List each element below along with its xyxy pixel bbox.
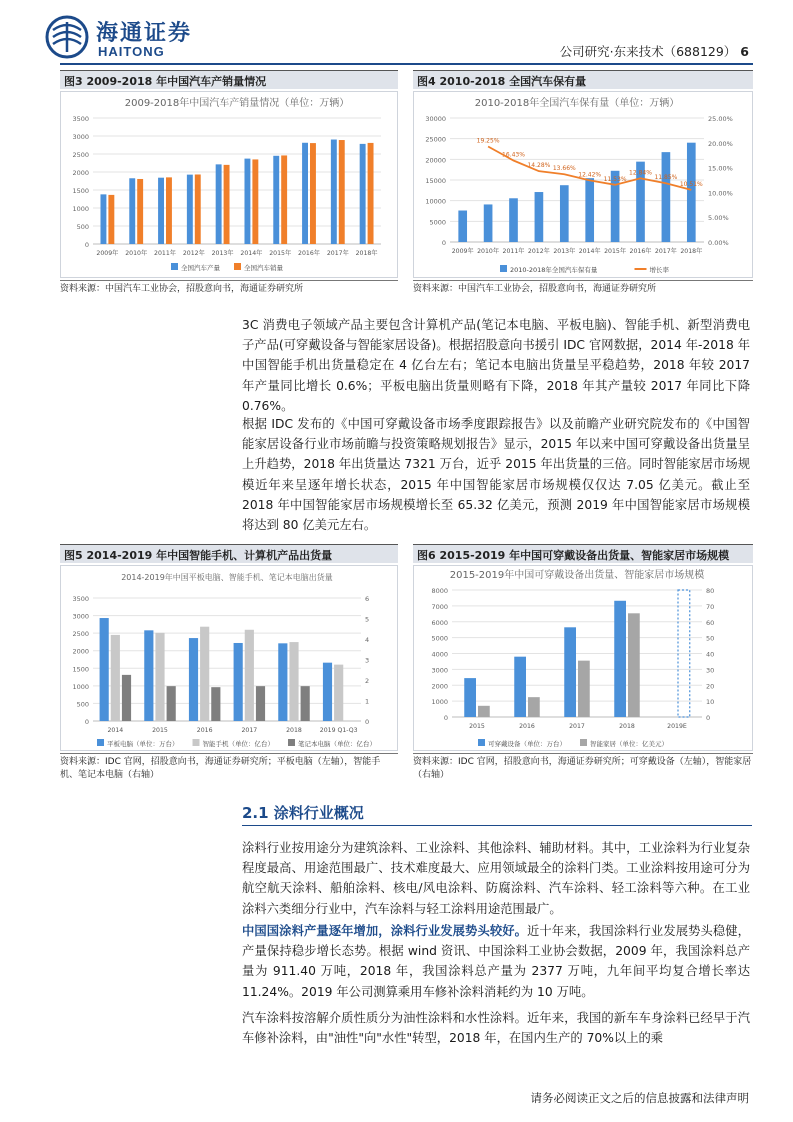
fig5-y2tick: 0 [365, 718, 370, 726]
fig4-line-label: 16.43% [502, 151, 525, 159]
fig6-svg [414, 566, 753, 751]
paragraph-wearable-smarthome: 根据 IDC 发布的《中国可穿戴设备市场季度跟踪报告》以及前瞻产业研究院发布的《中国智能家居设备行业市场前瞻与投资策略规划报告》显示，2015 年以来中国可穿戴设备出货量呈上升趋势，2018 年出货量达 7321 万台，近乎 2015 年出货量的三倍。同时智能家居市场规模近年来呈逐年增长状态，2015 年中国智能家居市场规模仅仅达 7.05 亿美元。截止至 2018 年中国智能家居市场规模增长至 65.32 亿美元，预测 2019 年中国智能家居市场规模将达到 80 亿美元左右。 [242, 417, 750, 533]
fig6-bar [528, 697, 540, 717]
fig4-xtick: 2015年 [604, 248, 627, 255]
fig3-xtick: 2012年 [182, 250, 205, 257]
header-divider [60, 63, 753, 65]
fig6-ytick: 0 [443, 714, 448, 722]
fig5-source: 资料来源：IDC 官网，招股意向书，海通证券研究所；平板电脑（左轴），智能手机、笔记本电脑（右轴） [60, 753, 398, 782]
fig4-y2tick: 25.00% [708, 115, 733, 123]
fig6-y2tick: 60 [706, 618, 715, 627]
fig5-ytick: 1500 [72, 665, 89, 674]
fig5-legend-label: 平板电脑（单位：万台） [107, 740, 179, 748]
fig5-ytick: 1000 [72, 682, 89, 691]
fig5-bar [122, 675, 131, 721]
fig3-legend-label: 全国汽车产量 [181, 264, 220, 272]
fig5-ytick: 3500 [72, 595, 89, 603]
fig5-bar [323, 663, 332, 721]
fig3-legend-label: 全国汽车销量 [244, 264, 283, 272]
fig6-ytick: 8000 [431, 587, 448, 595]
fig4-legend-label: 2010-2018年全国汽车保有量 [510, 266, 598, 274]
fig4-svg [414, 92, 753, 278]
fig6-xtick: 2018 [619, 723, 635, 730]
haitong-logo-icon [44, 14, 90, 60]
paragraph-3c-electronics: 3C 消费电子领域产品主要包含计算机产品(笔记本电脑、平板电脑)、智能手机、新型消费电子产品(可穿戴设备与智能家居设备)。根据招股意向书援引 IDC 官网数据，2014 年-2018 年中国智能手机出货量稳定在 4 亿台左右；笔记本电脑出货量呈平稳趋势，2018 年较 2017 年产量同比增长 0.6%；平板电脑出货量则略有下降，2018 年其产量较 2017 年同比下降 0.76%。 [242, 318, 750, 413]
fig3-ytick: 2000 [72, 169, 89, 177]
fig5-title: 2014-2019年中国平板电脑、智能手机、笔记本电脑出货量 [121, 573, 333, 582]
fig3-bar [310, 143, 316, 244]
fig3-bar [166, 177, 172, 244]
paragraph-body: 近十年来，我国涂料行业发展势头稳健，产量保持稳步增长态势。根据 wind 资讯、中国涂料工业协会数据，2009 年，我国涂料总产量为 911.40 万吨，2018 年，我国涂料总产量为 2377 万吨，九年间平均复合增长率达 11.24%。2019 年公司测算乘用车修补涂料消耗约为 10 万吨。 [242, 924, 750, 999]
fig3-legend-swatch [234, 263, 241, 270]
fig4-xtick: 2012年 [527, 248, 550, 255]
fig6-bar [478, 706, 490, 717]
fig4-xtick: 2014年 [578, 248, 601, 255]
fig5-legend-swatch [97, 739, 104, 746]
fig6-y2tick: 40 [706, 650, 715, 659]
fig4-ytick: 20000 [425, 156, 446, 165]
fig3-bar [129, 178, 135, 244]
fig5-xtick: 2015 [152, 727, 168, 734]
fig3-ytick: 3000 [72, 133, 89, 141]
fig4-caption: 图4 2010-2018 全国汽车保有量 [413, 70, 753, 89]
fig3-ytick: 2500 [72, 151, 89, 159]
fig3-xtick: 2014年 [240, 250, 263, 257]
fig4-line-label: 10.51% [679, 180, 703, 188]
fig3-ytick: 500 [76, 223, 89, 231]
paragraph-waterborne: 汽车涂料按溶解介质性质分为油性涂料和水性涂料。近年来，我国的新车车身涂料已经早于汽车修补涂料，由"油性"向"水性"转型，2018 年，在国内生产的 70%以上的乘 [242, 1011, 750, 1046]
logo-chinese-name: 海通证券 [96, 20, 193, 46]
fig6-ytick: 2000 [431, 682, 448, 691]
fig5-bar [200, 627, 209, 721]
fig3-xtick: 2013年 [211, 250, 234, 257]
fig6-chart [413, 565, 753, 751]
fig4-legend-label: 增长率 [649, 266, 669, 274]
fig3-xtick: 2009年 [96, 250, 119, 257]
fig5-y2tick: 5 [365, 615, 370, 624]
fig4-line-label: 13.66% [552, 165, 576, 173]
fig5-xtick: 2019 Q1-Q3 [319, 727, 358, 734]
page-footer-disclaimer: 请务必阅读正文之后的信息披露和法律声明 [530, 1091, 749, 1105]
fig5-y2tick: 3 [365, 656, 370, 665]
fig5-legend-label: 智能手机（单位：亿台） [202, 740, 274, 748]
fig4-y2tick: 0.00% [708, 239, 729, 247]
fig4-title: 2010-2018年全国汽车保有量（单位：万辆） [474, 98, 680, 109]
fig5-bar [111, 635, 120, 721]
fig5-bar [289, 642, 298, 721]
fig4-line-label: 12.42% [578, 171, 602, 179]
fig6-y2tick: 50 [706, 634, 715, 643]
fig4-ytick: 0 [441, 239, 446, 247]
fig3-ytick: 1500 [72, 187, 89, 195]
fig4-y2tick: 20.00% [708, 139, 733, 148]
fig3-bar [360, 144, 366, 244]
fig3-bar [158, 178, 164, 244]
fig5-y2tick: 4 [365, 636, 370, 644]
report-label: 公司研究·东来技术（688129） [559, 44, 737, 59]
paragraph-coating-growth [242, 921, 750, 1002]
fig6-xtick: 2016 [519, 723, 535, 730]
fig6-legend-swatch [580, 739, 587, 746]
fig5-ytick: 0 [84, 718, 89, 726]
fig3-chart [60, 91, 398, 278]
fig5-bar [256, 686, 265, 721]
fig5-bar [211, 687, 220, 721]
fig4-line-label: 19.25% [476, 137, 500, 145]
fig6-legend-label: 可穿戴设备（单位：万台） [488, 740, 566, 748]
fig3-bar [273, 156, 279, 244]
fig4-xtick: 2011年 [502, 248, 525, 255]
fig4-xtick: 2016年 [629, 248, 652, 255]
fig3-bar [368, 143, 374, 244]
fig5-xtick: 2016 [196, 727, 213, 734]
fig4-ytick: 30000 [425, 115, 446, 123]
fig4-bar [484, 204, 493, 242]
fig5-xtick: 2018 [286, 727, 302, 734]
fig6-bar [614, 601, 626, 717]
fig6-ytick: 3000 [431, 666, 448, 675]
fig3-bar [195, 174, 201, 244]
fig3-xtick: 2016年 [298, 250, 320, 257]
fig6-source: 资料来源：IDC 官网，招股意向书，海通证券研究所；可穿戴设备（左轴），智能家居（右轴） [413, 753, 753, 782]
fig6-ytick: 6000 [431, 618, 448, 627]
fig4-xtick: 2013年 [553, 248, 576, 255]
fig6-ytick: 7000 [431, 602, 448, 611]
fig5-bar [334, 665, 343, 721]
fig5-ytick: 3000 [72, 612, 89, 621]
fig6-y2tick: 10 [706, 698, 715, 707]
fig6-ytick: 5000 [431, 634, 448, 643]
fig3-bar [108, 195, 114, 244]
fig6-y2tick: 0 [706, 714, 711, 722]
header-report-label [560, 42, 749, 60]
fig3-bar [339, 140, 345, 244]
paragraph-lead: 中国国涂料产量逐年增加，涂料行业发展势头较好。 [242, 924, 528, 938]
fig6-bar [514, 657, 526, 717]
fig4-bar [585, 178, 594, 242]
fig5-ytick: 2000 [72, 647, 89, 656]
fig6-bar [464, 678, 476, 717]
fig5-bar [189, 638, 198, 721]
fig3-ytick: 1000 [72, 205, 89, 213]
fig5-y2tick: 1 [365, 697, 370, 706]
fig4-source: 资料来源：中国汽车工业协会，招股意向书，海通证券研究所 [413, 280, 753, 296]
fig4-bar [560, 185, 569, 242]
fig5-ytick: 500 [76, 700, 89, 709]
fig4-legend-swatch [500, 265, 507, 272]
fig4-y2tick: 15.00% [708, 164, 733, 173]
fig3-bar [244, 159, 250, 244]
page-header [0, 0, 793, 70]
fig3-ytick: 3500 [72, 115, 89, 123]
fig5-bar [301, 686, 310, 721]
fig4-xtick: 2010年 [477, 248, 500, 255]
fig3-bar [216, 164, 222, 244]
fig5-bar [167, 686, 176, 721]
fig4-ytick: 5000 [429, 218, 446, 227]
fig4-line-label: 11.53% [603, 175, 627, 183]
fig3-bar [252, 159, 258, 244]
fig4-line-label: 14.28% [527, 162, 551, 170]
fig5-caption: 图5 2014-2019 年中国智能手机、计算机产品出货量 [60, 544, 398, 563]
fig5-bar [144, 630, 153, 721]
fig3-title: 2009-2018年中国汽车产销量情况（单位：万辆） [124, 98, 350, 109]
fig3-xtick: 2011年 [154, 250, 176, 257]
fig4-bar [687, 143, 696, 242]
fig3-xtick: 2017年 [326, 250, 349, 257]
logo-english-name: HAITONG [98, 44, 165, 59]
fig3-bar [331, 140, 337, 244]
fig6-title: 2015-2019年中国可穿戴设备出货量、智能家居市场规模 [449, 570, 705, 581]
fig5-bar [155, 633, 164, 721]
fig3-source: 资料来源：中国汽车工业协会，招股意向书，海通证券研究所 [60, 280, 398, 296]
fig4-xtick: 2017年 [654, 248, 677, 255]
fig5-legend-swatch [193, 739, 200, 746]
fig6-caption: 图6 2015-2019 年中国可穿戴设备出货量、智能家居市场规模 [413, 544, 753, 563]
fig5-bar [278, 643, 287, 721]
fig3-svg [61, 92, 398, 278]
fig3-xtick: 2010年 [125, 250, 148, 257]
fig5-xtick: 2014 [107, 727, 124, 734]
fig3-xtick: 2018年 [355, 250, 378, 257]
fig4-chart [413, 91, 753, 278]
fig6-ytick: 4000 [431, 650, 448, 659]
fig4-line-label: 12.84% [629, 169, 652, 177]
fig5-xtick: 2017 [241, 727, 258, 734]
fig4-bar [509, 198, 518, 242]
fig4-y2tick: 5.00% [708, 214, 729, 223]
fig5-ytick: 2500 [72, 630, 89, 639]
fig6-y2tick: 30 [706, 666, 715, 675]
fig5-legend-swatch [288, 739, 295, 746]
section-title: 2.1 涂料行业概况 [242, 802, 752, 826]
fig5-chart [60, 565, 398, 751]
fig3-bar [224, 165, 230, 244]
page-number: 6 [740, 44, 749, 59]
fig6-y2tick: 80 [706, 587, 715, 595]
fig3-bar [281, 155, 287, 244]
fig5-legend-label: 笔记本电脑（单位：亿台） [298, 740, 376, 748]
fig4-bar [662, 152, 671, 242]
fig4-ytick: 10000 [425, 197, 446, 206]
fig6-bar [578, 661, 590, 717]
fig4-y2tick: 10.00% [708, 189, 733, 198]
fig6-xtick: 2015 [469, 723, 485, 730]
fig6-legend-swatch [478, 739, 485, 746]
paragraph-coating-overview: 涂料行业按用途分为建筑涂料、工业涂料、其他涂料、辅助材料。其中，工业涂料为行业复杂程度最高、用途范围最广、技术难度最大、应用领域最全的涂料门类。工业涂料按用途可分为航空航天涂料、船舶涂料、核电/风电涂料、防腐涂料、汽车涂料、轻工涂料等六种。在工业涂料六类细分行业中，汽车涂料与轻工涂料用途范围最广。 [242, 841, 750, 916]
fig3-bar [187, 175, 193, 244]
fig6-bar [564, 627, 576, 717]
fig4-xtick: 2009年 [451, 248, 474, 255]
fig6-bar [628, 613, 640, 717]
fig4-ytick: 15000 [425, 177, 446, 185]
fig5-bar [234, 643, 243, 721]
fig4-bar [458, 211, 467, 242]
fig5-bar [245, 630, 254, 721]
fig5-bar [100, 618, 109, 721]
fig6-xtick: 2019E [667, 723, 687, 730]
fig3-bar [302, 143, 308, 244]
fig6-legend-label: 智能家居（单位：亿美元） [590, 740, 668, 748]
fig3-bar [100, 194, 106, 244]
fig3-bar [137, 179, 143, 244]
fig6-y2tick: 20 [706, 682, 715, 691]
fig4-xtick: 2018年 [680, 248, 703, 255]
fig4-ytick: 25000 [425, 135, 446, 144]
fig6-ytick: 1000 [431, 698, 448, 707]
fig3-ytick: 0 [84, 241, 89, 249]
fig3-xtick: 2015年 [269, 250, 292, 257]
fig5-y2tick: 2 [365, 677, 370, 685]
fig3-caption: 图3 2009-2018 年中国汽车产销量情况 [60, 70, 398, 89]
fig5-y2tick: 6 [365, 595, 370, 603]
fig4-line-label: 11.85% [654, 174, 678, 182]
fig6-y2tick: 70 [706, 602, 715, 611]
fig3-legend-swatch [171, 263, 178, 270]
fig5-svg [61, 566, 398, 751]
haitong-logo [44, 14, 234, 60]
fig4-bar [535, 192, 544, 242]
fig6-xtick: 2017 [569, 723, 585, 730]
